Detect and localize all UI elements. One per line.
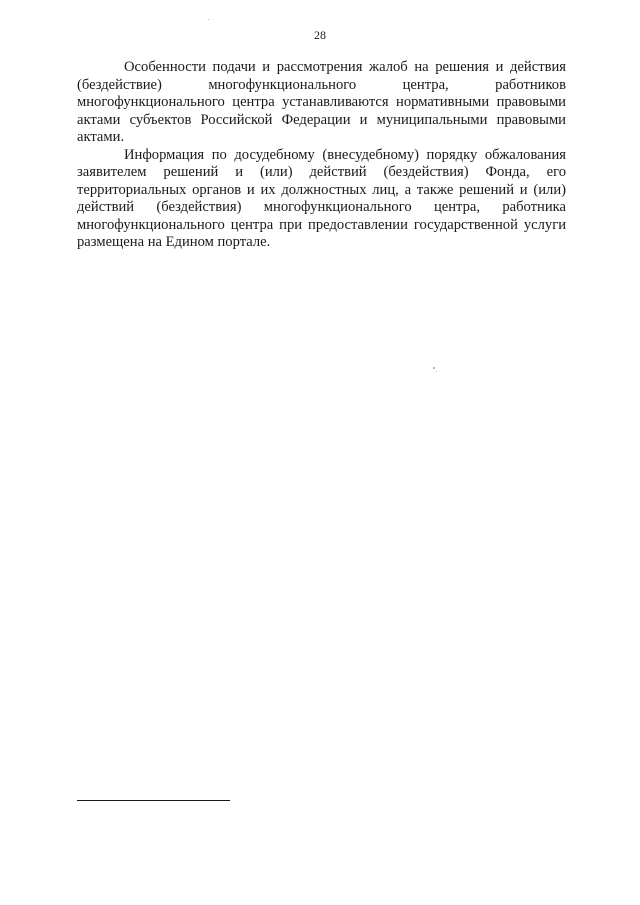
scan-speck — [208, 19, 209, 20]
page-number: 28 — [314, 28, 326, 42]
paragraph-complaint-specifics: Особенности подачи и рассмотрения жалоб на решения и действия (бездействие) многофункционального центра, работников многофункционального центра устанавливаются нормативными правовыми актами субъектов Российской Федерации и муниципальными правовыми актами. — [77, 59, 566, 145]
scan-speck — [436, 371, 437, 372]
paragraph-pretrial-appeal-info: Информация по досудебному (внесудебному) порядку обжалования заявителем решений и (или) действий (бездействия) Фонда, его территориальных органов и их должностных лиц, а также решений и (или) действий (бездействия) многофункционального центра, работника многофункционального центра при предоставлении государственной услуги размещена на Едином портале. — [77, 146, 566, 250]
document-body — [77, 59, 566, 252]
footnote-separator — [77, 800, 230, 801]
scan-speck — [433, 367, 435, 369]
